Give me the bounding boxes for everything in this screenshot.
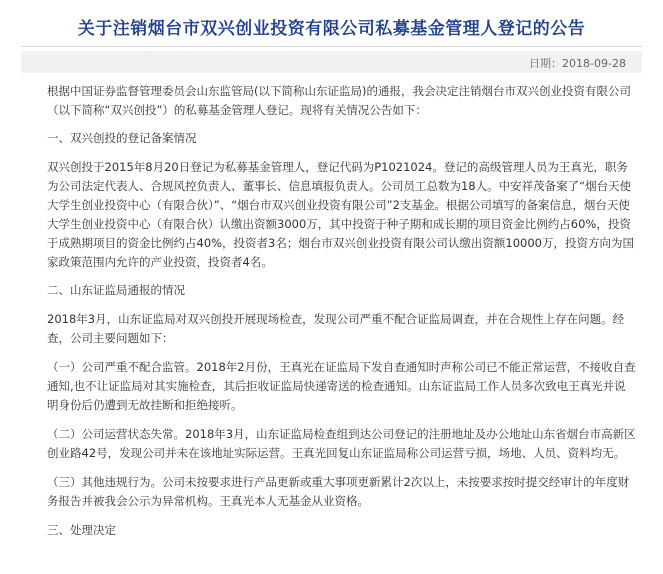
publish-date: 日期：2018-09-28 <box>529 57 626 70</box>
issue-3-paragraph: （三）其他违规行为。公司未按要求进行产品更新或重大事项更新累计2次以上，未按要求按时提交经审计的年度财务报告并被我会公示为异常机构。王真光本人无基金从业资格。 <box>47 475 630 508</box>
date-bar <box>21 51 642 73</box>
page-title: 关于注销烟台市双兴创业投资有限公司私募基金管理人登记的公告 <box>77 19 586 39</box>
issue-1-paragraph: （一）公司严重不配合监管。2018年2月份，王真光在证监局下发自查通知时声称公司已不能正常运营，不接收自查通知,也不让证监局对其实施检查，其后拒收证监局快递寄送的检查通知。山东证监局工作人员多次致电王真光并说明身份后仍遭到无故挂断和拒绝接听。 <box>47 360 636 412</box>
announcement-body <box>25 82 637 540</box>
section-heading-2: 二、山东证监局通报的情况 <box>47 283 185 297</box>
intro-paragraph: 根据中国证券监督管理委员会山东监管局(以下简称山东证监局)的通报，我会决定注销烟台市双兴创业投资有限公司（以下简称“双兴创投”）的私募基金管理人登记。现将有关情况公告如下： <box>47 84 631 117</box>
issue-2-paragraph: （二）公司运营状态失常。2018年3月，山东证监局检查组到达公司登记的注册地址及办公地址山东省烟台市高新区创业路42号，发现公司并未在该地址实际运营。王真光回复山东证监局称公司运营亏损，场地、人员、资料均无。 <box>47 427 636 460</box>
section-1-paragraph: 双兴创投于2015年8月20日登记为私募基金管理人，登记代码为P1021024。登记的高级管理人员为王真光，职务为公司法定代表人、合规风控负责人、董事长、信息填报负责人。公司员工总数为18人。中安祥茂备案了“烟台天使大学生创业投资中心（有限合伙）”、“烟台市双兴创业投资有限公司”2支基金。根据公司填写的备案信息，烟台天使大学生创业投资中心（有限合伙）认缴出资额3000万，其中投资于种子期和成长期的项目资金比例约占60%，投资于成熟期项目的资金比例约占40%，投资者3名；烟台市双兴创业投资有限公司认缴出资额10000万，投资方向为国家政策范围内允许的产业投资，投资者4名。 <box>47 160 634 269</box>
section-heading-1: 一、双兴创投的登记备案情况 <box>47 131 197 145</box>
section-heading-3: 三、处理决定 <box>47 523 116 537</box>
section-2-paragraph: 2018年3月，山东证监局对双兴创投开展现场检查，发现公司严重不配合证监局调查，并在合规性上存在问题。经查，公司主要问题如下： <box>47 312 625 345</box>
title-divider <box>21 46 642 47</box>
